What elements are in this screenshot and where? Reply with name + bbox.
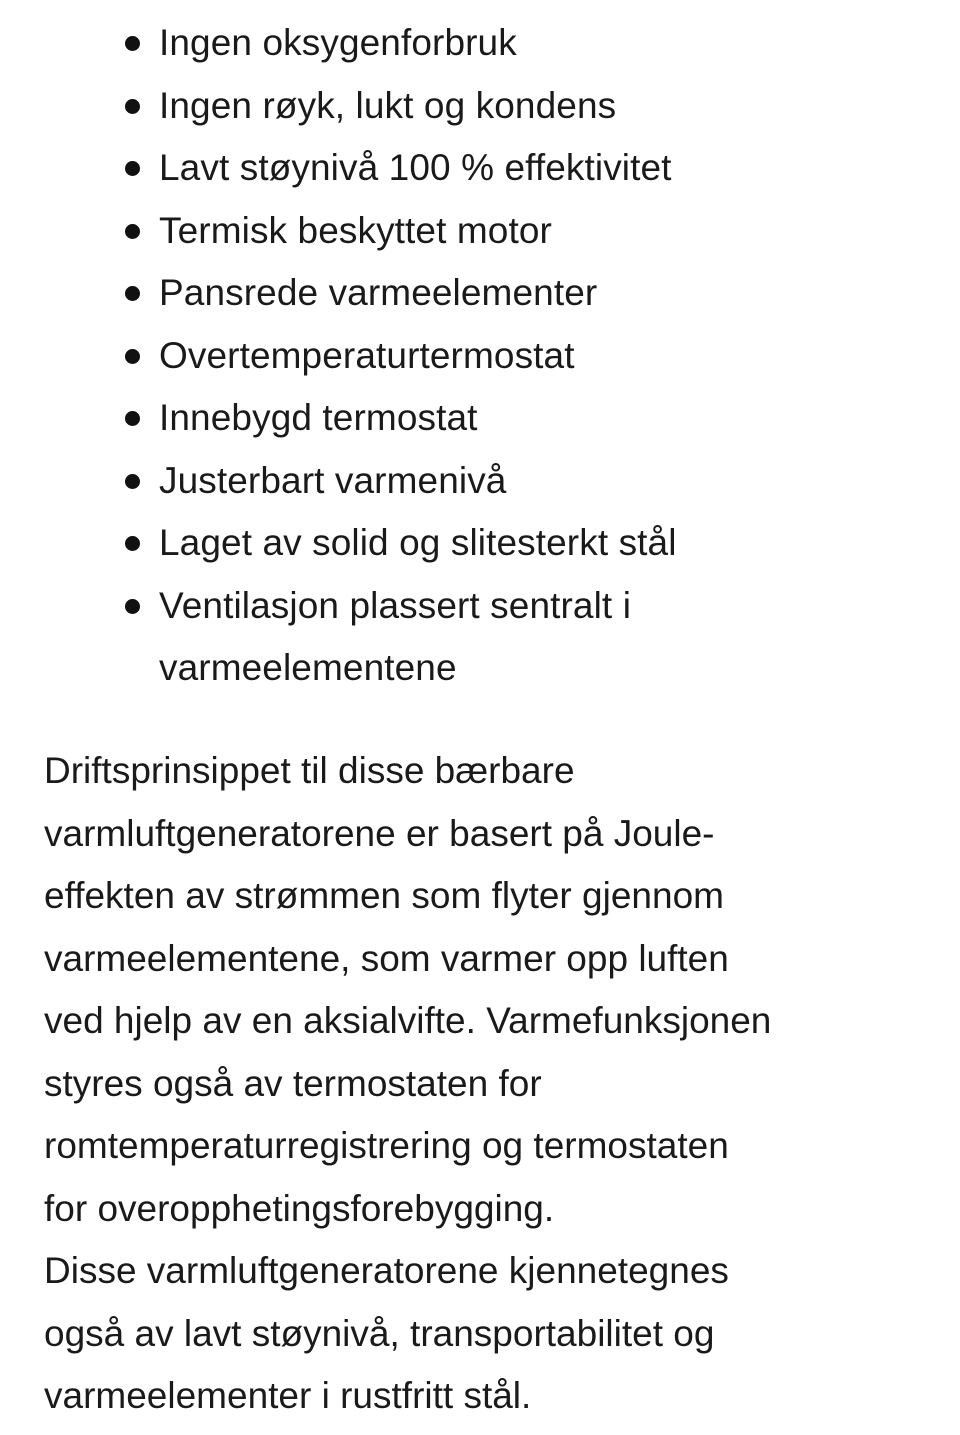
feature-label: Ingen røyk, lukt og kondens: [159, 84, 617, 126]
feature-label: Pansrede varmeelementer: [159, 272, 598, 313]
text-line: varmeelementene, som varmer opp luften: [44, 937, 729, 979]
feature-item: [0, 200, 960, 263]
feature-label: Overtemperaturtermostat: [159, 334, 575, 376]
text-line: varmluftgeneratorene er basert på Joule-: [44, 812, 715, 854]
feature-label-line: varmeelementene: [159, 647, 457, 688]
feature-label: Laget av solid og slitesterkt stål: [159, 522, 677, 563]
feature-item: [0, 387, 960, 450]
feature-item: [0, 262, 960, 325]
bullet-icon: [125, 161, 140, 176]
feature-item: [0, 575, 960, 700]
feature-label: Termisk beskyttet motor: [159, 209, 552, 251]
text-line: styres også av termostaten for: [44, 1062, 542, 1104]
bullet-icon: [125, 536, 140, 551]
feature-label-line: Ventilasjon plassert sentralt i: [159, 584, 632, 626]
description-text: [44, 740, 914, 1428]
text-line: romtemperaturregistrering og termostaten: [44, 1125, 729, 1166]
text-line: varmeelementer i rustfritt stål.: [44, 1375, 532, 1416]
bullet-icon: [125, 349, 140, 364]
feature-label: Innebygd termostat: [159, 397, 478, 438]
feature-label: Ingen oksygenforbruk: [159, 22, 517, 63]
description-paragraph-characteristics: [44, 1240, 914, 1428]
feature-item: [0, 450, 960, 513]
bullet-icon: [125, 286, 140, 301]
bullet-icon: [125, 224, 140, 239]
bullet-icon: [125, 99, 140, 114]
feature-item: [0, 325, 960, 388]
text-line: også av lavt støynivå, transportabilitet og: [44, 1312, 715, 1354]
text-line: effekten av strømmen som flyter gjennom: [44, 875, 724, 916]
feature-item: [0, 12, 960, 75]
feature-item: [0, 75, 960, 138]
text-line: Disse varmluftgeneratorene kjennetegnes: [44, 1250, 729, 1291]
feature-item: [0, 137, 960, 200]
description-paragraph-operating-principle: [44, 740, 914, 1240]
bullet-icon: [125, 474, 140, 489]
bullet-icon: [125, 411, 140, 426]
text-line: Driftsprinsippet til disse bærbare: [44, 750, 575, 791]
text-line: ved hjelp av en aksialvifte. Varmefunksjonen: [44, 1000, 772, 1041]
feature-label: Justerbart varmenivå: [159, 459, 507, 501]
bullet-icon: [125, 599, 140, 614]
feature-item: [0, 512, 960, 575]
feature-list: [0, 12, 960, 700]
bullet-icon: [125, 36, 140, 51]
text-line: for overopphetingsforebygging.: [44, 1187, 555, 1229]
feature-label: Lavt støynivå 100 % effektivitet: [159, 147, 672, 188]
